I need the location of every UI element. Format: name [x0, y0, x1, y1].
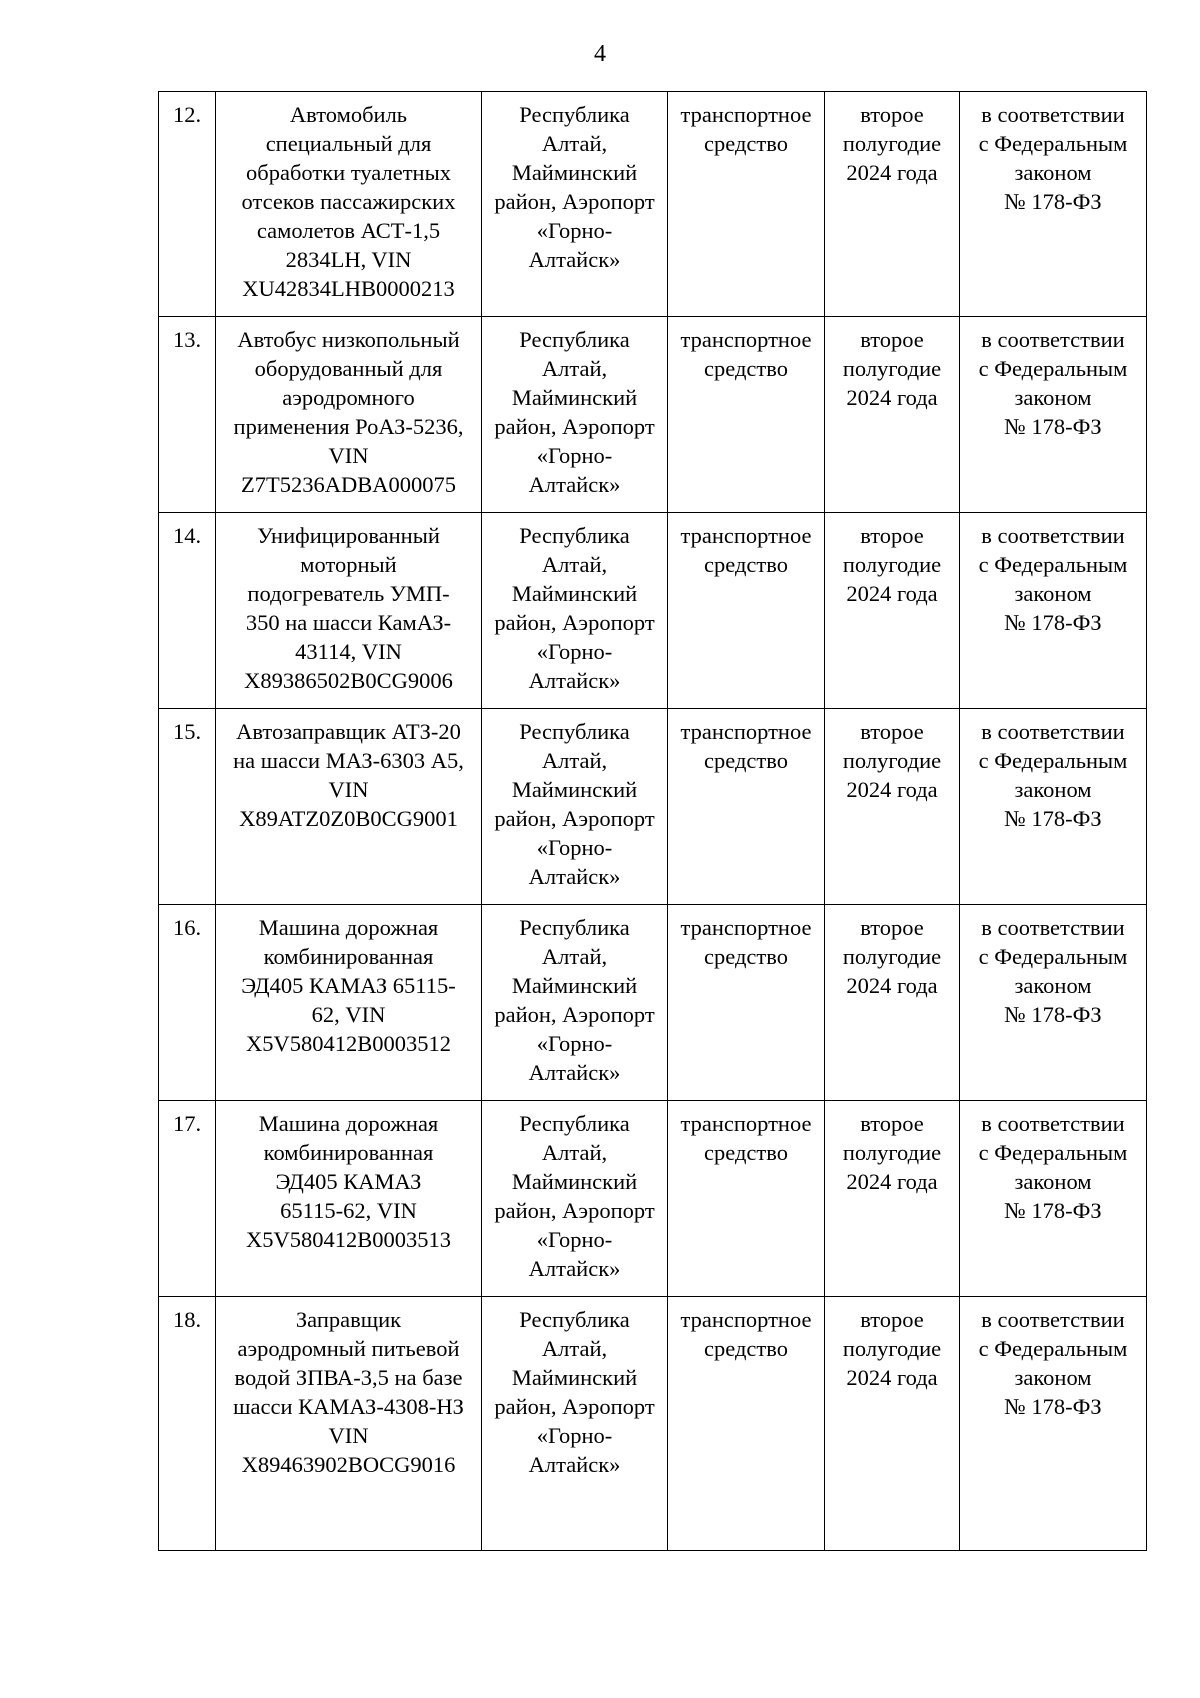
object-name: Автобус низкопольный оборудованный для аэродромного применения РоАЗ-5236, VIN Z7T5236ADBA000075 [216, 317, 482, 513]
row-number: 14. [159, 513, 216, 709]
object-basis: в соответствии с Федеральным законом № 178-ФЗ [960, 513, 1147, 709]
object-location: Республика Алтай, Майминский район, Аэропорт «Горно- Алтайск» [482, 317, 668, 513]
object-location: Республика Алтай, Майминский район, Аэропорт «Горно- Алтайск» [482, 1297, 668, 1551]
object-name: Автозаправщик АТЗ-20 на шасси МАЗ-6303 А5, VIN X89ATZ0Z0B0CG9001 [216, 709, 482, 905]
object-name: Унифицированный моторный подогреватель УМП- 350 на шасси КамАЗ- 43114, VIN X89386502B0CG9006 [216, 513, 482, 709]
object-type: транспортное средство [668, 513, 825, 709]
object-name: Автомобиль специальный для обработки туалетных отсеков пассажирских самолетов АСТ-1,5 2834LH, VIN XU42834LHB0000213 [216, 92, 482, 317]
object-type: транспортное средство [668, 1101, 825, 1297]
object-basis: в соответствии с Федеральным законом № 178-ФЗ [960, 905, 1147, 1101]
object-period: второе полугодие 2024 года [825, 92, 960, 317]
object-basis: в соответствии с Федеральным законом № 178-ФЗ [960, 709, 1147, 905]
object-basis: в соответствии с Федеральным законом № 178-ФЗ [960, 317, 1147, 513]
object-type: транспортное средство [668, 905, 825, 1101]
object-type: транспортное средство [668, 92, 825, 317]
table-row [159, 1297, 1147, 1551]
table-row [159, 905, 1147, 1101]
object-period: второе полугодие 2024 года [825, 905, 960, 1101]
object-location: Республика Алтай, Майминский район, Аэропорт «Горно- Алтайск» [482, 1101, 668, 1297]
object-period: второе полугодие 2024 года [825, 1101, 960, 1297]
object-period: второе полугодие 2024 года [825, 1297, 960, 1551]
row-number: 16. [159, 905, 216, 1101]
object-period: второе полугодие 2024 года [825, 709, 960, 905]
table-row [159, 317, 1147, 513]
row-number: 13. [159, 317, 216, 513]
object-location: Республика Алтай, Майминский район, Аэропорт «Горно- Алтайск» [482, 709, 668, 905]
row-number: 18. [159, 1297, 216, 1551]
object-location: Республика Алтай, Майминский район, Аэропорт «Горно- Алтайск» [482, 905, 668, 1101]
row-number: 15. [159, 709, 216, 905]
object-location: Республика Алтай, Майминский район, Аэропорт «Горно- Алтайск» [482, 92, 668, 317]
object-name: Заправщик аэродромный питьевой водой ЗПВА-3,5 на базе шасси КАМАЗ-4308-НЗ VIN X89463902BOCG9016 [216, 1297, 482, 1551]
object-location: Республика Алтай, Майминский район, Аэропорт «Горно- Алтайск» [482, 513, 668, 709]
table-row [159, 1101, 1147, 1297]
row-number: 17. [159, 1101, 216, 1297]
page-number: 4 [594, 41, 606, 67]
table-row [159, 92, 1147, 317]
object-period: второе полугодие 2024 года [825, 513, 960, 709]
table-row [159, 709, 1147, 905]
object-basis: в соответствии с Федеральным законом № 178-ФЗ [960, 1297, 1147, 1551]
row-number: 12. [159, 92, 216, 317]
object-type: транспортное средство [668, 317, 825, 513]
object-name: Машина дорожная комбинированная ЭД405 КАМАЗ 65115- 62, VIN X5V580412B0003512 [216, 905, 482, 1101]
table-row [159, 513, 1147, 709]
object-period: второе полугодие 2024 года [825, 317, 960, 513]
object-basis: в соответствии с Федеральным законом № 178-ФЗ [960, 1101, 1147, 1297]
object-type: транспортное средство [668, 709, 825, 905]
object-type: транспортное средство [668, 1297, 825, 1551]
object-name: Машина дорожная комбинированная ЭД405 КАМАЗ 65115-62, VIN X5V580412B0003513 [216, 1101, 482, 1297]
object-basis: в соответствии с Федеральным законом № 178-ФЗ [960, 92, 1147, 317]
equipment-table [158, 91, 1147, 1551]
